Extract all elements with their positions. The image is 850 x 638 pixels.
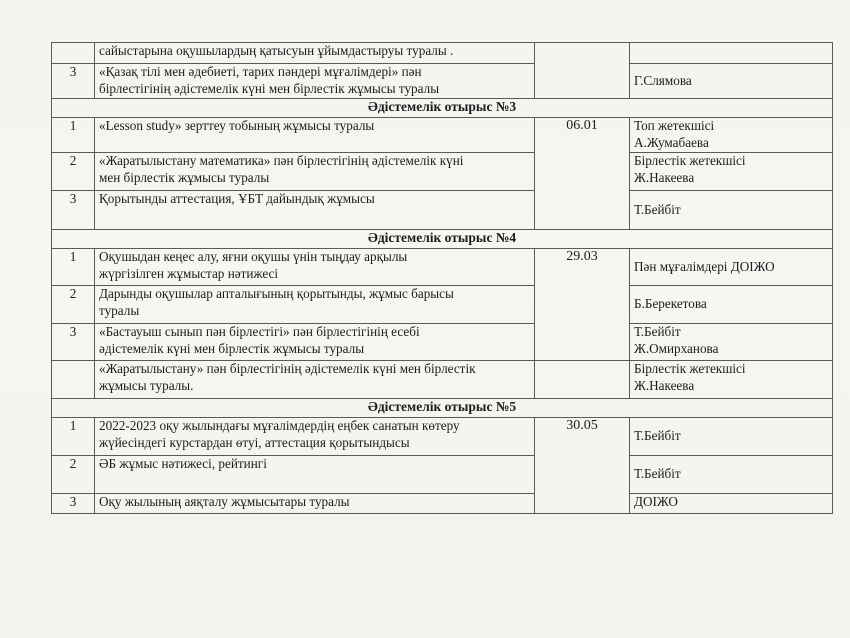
row-topic: 2022-2023 оқу жылындағы мұғалімдердің еңбек санатын көтеру жүйесіндегі курстардан өтуі, аттестация қорытындысы bbox=[95, 418, 535, 456]
row-number: 1 bbox=[52, 249, 95, 286]
row-responsible: Г.Слямова bbox=[630, 64, 833, 99]
row-date bbox=[535, 43, 630, 99]
row-responsible: Бірлестік жетекшісі Ж.Накеева bbox=[630, 361, 833, 399]
row-number: 2 bbox=[52, 153, 95, 191]
section-header bbox=[52, 230, 833, 249]
table-row bbox=[52, 249, 833, 286]
table-row bbox=[52, 361, 833, 399]
row-number: 3 bbox=[52, 494, 95, 514]
table-row bbox=[52, 324, 833, 361]
table-row bbox=[52, 286, 833, 324]
row-responsible: Бірлестік жетекшісі Ж.Накеева bbox=[630, 153, 833, 191]
row-topic: Оқу жылының аяқталу жұмысытары туралы bbox=[95, 494, 535, 514]
row-number: 3 bbox=[52, 191, 95, 230]
row-topic: Дарынды оқушылар апталығының қорытынды, жұмыс барысы туралы bbox=[95, 286, 535, 324]
row-responsible: Т.Бейбіт bbox=[630, 418, 833, 456]
methodical-plan-table bbox=[51, 42, 833, 514]
row-topic: сайыстарына оқушылардың қатысуын ұйымдастыруы туралы . bbox=[95, 43, 535, 64]
row-number: 3 bbox=[52, 64, 95, 99]
row-number: 1 bbox=[52, 418, 95, 456]
table-row bbox=[52, 43, 833, 64]
row-topic: «Қазақ тілі мен әдебиеті, тарих пәндері мұғалімдері» пән бірлестігінің әдістемелік күні мен бірлестік жұмысы туралы bbox=[95, 64, 535, 99]
session-date: 06.01 bbox=[535, 118, 630, 230]
section-title: Әдістемелік отырыс №3 bbox=[52, 99, 833, 118]
row-responsible bbox=[630, 43, 833, 64]
row-number bbox=[52, 361, 95, 399]
section-header bbox=[52, 99, 833, 118]
row-topic: Оқушыдан кеңес алу, яғни оқушы үнін тыңдау арқылы жүргізілген жұмыстар нәтижесі bbox=[95, 249, 535, 286]
row-topic: ӘБ жұмыс нәтижесі, рейтингі bbox=[95, 456, 535, 494]
table-row bbox=[52, 418, 833, 456]
row-number bbox=[52, 43, 95, 64]
table-row bbox=[52, 494, 833, 514]
row-number: 1 bbox=[52, 118, 95, 153]
session-date: 29.03 bbox=[535, 249, 630, 361]
row-responsible: Топ жетекшісі А.Жумабаева bbox=[630, 118, 833, 153]
table-row bbox=[52, 191, 833, 230]
row-responsible: Б.Берекетова bbox=[630, 286, 833, 324]
row-date bbox=[535, 361, 630, 399]
table-row bbox=[52, 64, 833, 99]
row-responsible: Т.Бейбіт bbox=[630, 191, 833, 230]
row-topic: «Lesson study» зерттеу тобының жұмысы туралы bbox=[95, 118, 535, 153]
section-header bbox=[52, 399, 833, 418]
row-topic: «Бастауыш сынып пән бірлестігі» пән бірлестігінің есебі әдістемелік күні мен бірлестік жұмысы туралы bbox=[95, 324, 535, 361]
row-responsible: Т.Бейбіт bbox=[630, 456, 833, 494]
row-number: 2 bbox=[52, 286, 95, 324]
row-responsible: Т.Бейбіт Ж.Омирханова bbox=[630, 324, 833, 361]
row-number: 3 bbox=[52, 324, 95, 361]
session-date: 30.05 bbox=[535, 418, 630, 514]
row-topic: Қорытынды аттестация, ҰБТ дайындық жұмысы bbox=[95, 191, 535, 230]
table-row bbox=[52, 153, 833, 191]
row-number: 2 bbox=[52, 456, 95, 494]
row-topic: «Жаратылыстану математика» пән бірлестігінің әдістемелік күні мен бірлестік жұмысы туралы bbox=[95, 153, 535, 191]
section-title: Әдістемелік отырыс №4 bbox=[52, 230, 833, 249]
table-row bbox=[52, 118, 833, 153]
row-topic: «Жаратылыстану» пән бірлестігінің әдістемелік күні мен бірлестік жұмысы туралы. bbox=[95, 361, 535, 399]
row-responsible: ДОІЖО bbox=[630, 494, 833, 514]
section-title: Әдістемелік отырыс №5 bbox=[52, 399, 833, 418]
table-row bbox=[52, 456, 833, 494]
row-responsible: Пән мұғалімдері ДОІЖО bbox=[630, 249, 833, 286]
